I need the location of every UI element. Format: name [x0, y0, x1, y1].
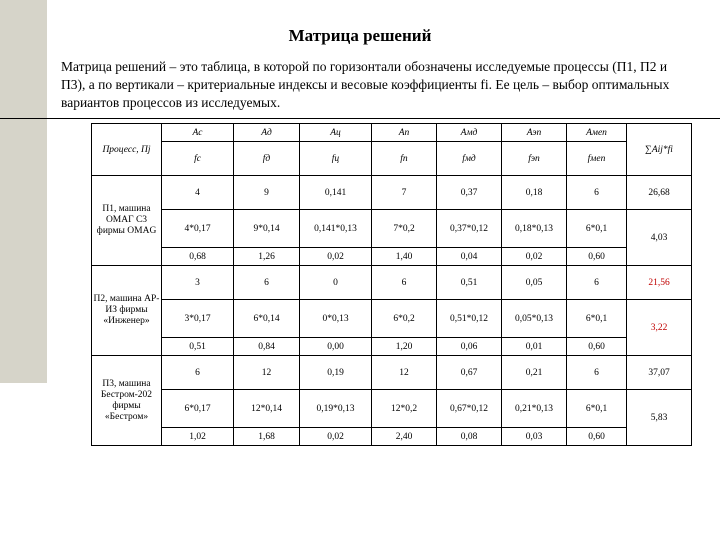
matrix-cell: 0,21*0,13 — [502, 390, 567, 428]
matrix-cell: 12*0,14 — [234, 390, 300, 428]
criterion-header: Ац — [300, 124, 372, 142]
header-criteria-row — [92, 124, 692, 142]
matrix-cell: 0,05*0,13 — [502, 300, 567, 338]
weight-header: fэп — [502, 142, 567, 176]
header-weights-row — [92, 142, 692, 176]
matrix-cell: 0,21 — [502, 356, 567, 390]
matrix-cell: 0,04 — [437, 248, 502, 266]
matrix-cell: 0,02 — [300, 428, 372, 446]
process-1-values-row — [92, 176, 692, 210]
matrix-cell: 0,02 — [300, 248, 372, 266]
page-title: Матрица решений — [288, 26, 432, 45]
process-1-results-row — [92, 248, 692, 266]
matrix-cell: 0,51 — [437, 266, 502, 300]
matrix-cell: 1,68 — [234, 428, 300, 446]
matrix-cell: 12*0,2 — [372, 390, 437, 428]
matrix-cell: 7 — [372, 176, 437, 210]
matrix-cell: 0,60 — [567, 428, 627, 446]
process-name: П3, машина Бестром-202 фирмы «Бестром» — [92, 356, 162, 446]
matrix-cell: 4*0,17 — [162, 210, 234, 248]
matrix-cell: 0,02 — [502, 248, 567, 266]
divider — [0, 118, 720, 119]
process-2-values-row — [92, 266, 692, 300]
matrix-cell: 0,37 — [437, 176, 502, 210]
matrix-cell: 1,20 — [372, 338, 437, 356]
matrix-cell: 0,08 — [437, 428, 502, 446]
matrix-cell: 4 — [162, 176, 234, 210]
decision-matrix-table — [91, 123, 692, 446]
matrix-cell: 6 — [567, 266, 627, 300]
process-2-results-row — [92, 338, 692, 356]
sum-weighted-cell: 3,22 — [627, 300, 692, 356]
matrix-cell: 2,40 — [372, 428, 437, 446]
matrix-cell: 6 — [162, 356, 234, 390]
matrix-cell: 9 — [234, 176, 300, 210]
matrix-cell: 0,51*0,12 — [437, 300, 502, 338]
matrix-cell: 0,06 — [437, 338, 502, 356]
matrix-cell: 0,05 — [502, 266, 567, 300]
matrix-cell: 0,67*0,12 — [437, 390, 502, 428]
matrix-cell: 0,18*0,13 — [502, 210, 567, 248]
criterion-header: Аэп — [502, 124, 567, 142]
matrix-cell: 6*0,1 — [567, 390, 627, 428]
matrix-cell: 3 — [162, 266, 234, 300]
matrix-cell: 0,51 — [162, 338, 234, 356]
sum-weighted-cell: 4,03 — [627, 210, 692, 266]
weight-header: fп — [372, 142, 437, 176]
criterion-header: Ас — [162, 124, 234, 142]
process-2-products-row — [92, 300, 692, 338]
matrix-cell: 0,141*0,13 — [300, 210, 372, 248]
matrix-cell: 6*0,1 — [567, 300, 627, 338]
matrix-cell: 9*0,14 — [234, 210, 300, 248]
process-name: П2, машина АР-ИЗ фирмы «Инженер» — [92, 266, 162, 356]
process-3-products-row — [92, 390, 692, 428]
sum-values-cell: 37,07 — [627, 356, 692, 390]
matrix-cell: 6 — [567, 356, 627, 390]
matrix-cell: 0,19 — [300, 356, 372, 390]
sum-values-cell: 26,68 — [627, 176, 692, 210]
matrix-cell: 0,19*0,13 — [300, 390, 372, 428]
weight-header: fмд — [437, 142, 502, 176]
matrix-cell: 0,18 — [502, 176, 567, 210]
criterion-header: Ад — [234, 124, 300, 142]
matrix-cell: 0,03 — [502, 428, 567, 446]
matrix-cell: 0,37*0,12 — [437, 210, 502, 248]
criterion-header: Ап — [372, 124, 437, 142]
matrix-cell: 0,60 — [567, 338, 627, 356]
criterion-header: Амеп — [567, 124, 627, 142]
matrix-body — [92, 124, 692, 446]
criterion-header: Амд — [437, 124, 502, 142]
matrix-cell: 1,02 — [162, 428, 234, 446]
sum-weighted-cell: 5,83 — [627, 390, 692, 446]
matrix-cell: 6*0,14 — [234, 300, 300, 338]
matrix-cell: 0,00 — [300, 338, 372, 356]
matrix-cell: 0,60 — [567, 248, 627, 266]
matrix-cell: 1,26 — [234, 248, 300, 266]
process-name: П1, машина ОМАГ С3 фирмы OMAG — [92, 176, 162, 266]
process-3-values-row — [92, 356, 692, 390]
weight-header: fд — [234, 142, 300, 176]
matrix-cell: 0,84 — [234, 338, 300, 356]
weight-header: fц — [300, 142, 372, 176]
intro-paragraph: Матрица решений – это таблица, в которой по горизонтали обозначены исследуемые процессы (П1, П2 и П3), а по вертикали – критериальные индексы и весовые коэффициенты fi. Ее цель – выбор оптимальных вариантов процессов из исследуемых. — [61, 59, 670, 110]
process-1-products-row — [92, 210, 692, 248]
weight-header: fмеп — [567, 142, 627, 176]
matrix-cell: 0,141 — [300, 176, 372, 210]
process-header: Процесс, Пj — [92, 124, 162, 176]
matrix-cell: 6 — [567, 176, 627, 210]
matrix-cell: 12 — [372, 356, 437, 390]
weight-header: fс — [162, 142, 234, 176]
matrix-cell: 3*0,17 — [162, 300, 234, 338]
process-3-results-row — [92, 428, 692, 446]
matrix-cell: 1,40 — [372, 248, 437, 266]
matrix-cell: 0*0,13 — [300, 300, 372, 338]
matrix-cell: 0,68 — [162, 248, 234, 266]
matrix-cell: 7*0,2 — [372, 210, 437, 248]
matrix-cell: 6*0,1 — [567, 210, 627, 248]
matrix-cell: 0,67 — [437, 356, 502, 390]
sum-header: ∑Aij*fi — [627, 124, 692, 176]
matrix-cell: 6*0,17 — [162, 390, 234, 428]
matrix-cell: 0 — [300, 266, 372, 300]
matrix-cell: 6 — [234, 266, 300, 300]
matrix-cell: 6*0,2 — [372, 300, 437, 338]
matrix-cell: 0,01 — [502, 338, 567, 356]
matrix-cell: 12 — [234, 356, 300, 390]
sum-values-cell: 21,56 — [627, 266, 692, 300]
matrix-cell: 6 — [372, 266, 437, 300]
decorative-sidebar — [0, 0, 47, 383]
